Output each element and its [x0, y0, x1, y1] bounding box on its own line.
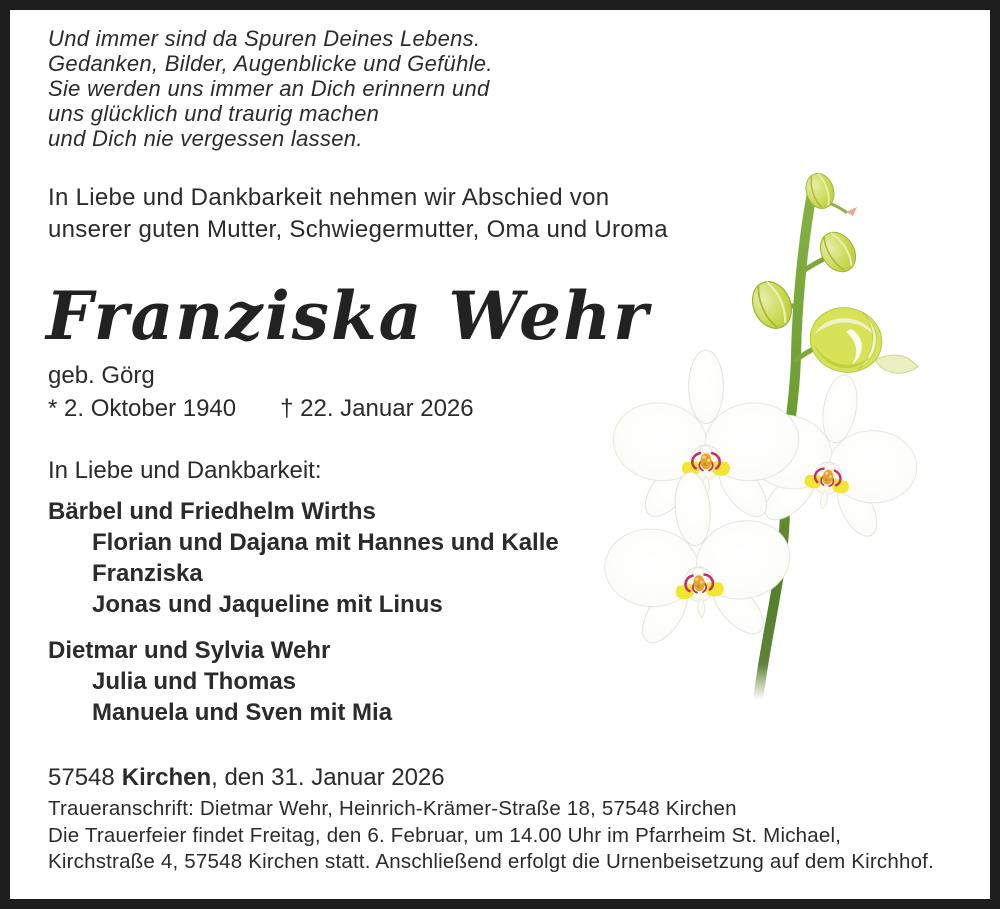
mourner-group-head: Dietmar und Sylvia Wehr	[48, 637, 331, 664]
farewell-intro	[48, 182, 668, 246]
mourner-member: Florian und Dajana mit Hannes und Kalle	[92, 529, 559, 556]
life-dates	[48, 395, 474, 423]
intro-line: In Liebe und Dankbarkeit nehmen wir Abschied von	[48, 184, 610, 211]
orchid-flower-image	[590, 155, 940, 715]
mourner-member: Franziska	[92, 560, 203, 587]
funeral-information	[48, 796, 934, 876]
mourners-list	[48, 455, 559, 728]
mourner-member: Manuela und Sven mit Mia	[92, 699, 393, 726]
memorial-verse	[48, 26, 493, 151]
mourner-member: Jonas und Jaqueline mit Linus	[92, 591, 443, 618]
verse-line: und Dich nie vergessen lassen.	[48, 126, 363, 151]
death-date: † 22. Januar 2026	[280, 395, 474, 422]
verse-line: Sie werden uns immer an Dich erinnern und	[48, 76, 490, 101]
funeral-info-line: Kirchstraße 4, 57548 Kirchen statt. Anschließend erfolgt die Urnenbeisetzung auf dem Kirchhof.	[48, 850, 934, 873]
city-name: Kirchen	[121, 764, 212, 791]
city-date-line	[48, 763, 445, 793]
mourner-group	[48, 496, 559, 620]
maiden-name: geb. Görg	[48, 362, 155, 389]
intro-line: unserer guten Mutter, Schwiegermutter, Oma und Uroma	[48, 216, 668, 243]
verse-line: Gedanken, Bilder, Augenblicke und Gefühle.	[48, 51, 493, 76]
mourners-heading: In Liebe und Dankbarkeit:	[48, 457, 322, 484]
mourner-group-head: Bärbel und Friedhelm Wirths	[48, 498, 376, 525]
deceased-name: Franziska Wehr	[46, 277, 650, 355]
mourner-member: Julia und Thomas	[92, 668, 297, 695]
birth-date: * 2. Oktober 1940	[48, 395, 237, 422]
date-suffix: , den 31. Januar 2026	[211, 764, 445, 791]
zip-code: 57548	[48, 764, 115, 791]
funeral-info-line: Die Trauerfeier findet Freitag, den 6. Februar, um 14.00 Uhr im Pfarrheim St. Michael,	[48, 823, 842, 847]
mourner-group	[48, 635, 559, 728]
funeral-info-line: Traueranschrift: Dietmar Wehr, Heinrich-Krämer-Straße 18, 57548 Kirchen	[48, 797, 737, 820]
verse-line: uns glücklich und traurig machen	[48, 101, 380, 126]
verse-line: Und immer sind da Spuren Deines Lebens.	[48, 26, 481, 51]
